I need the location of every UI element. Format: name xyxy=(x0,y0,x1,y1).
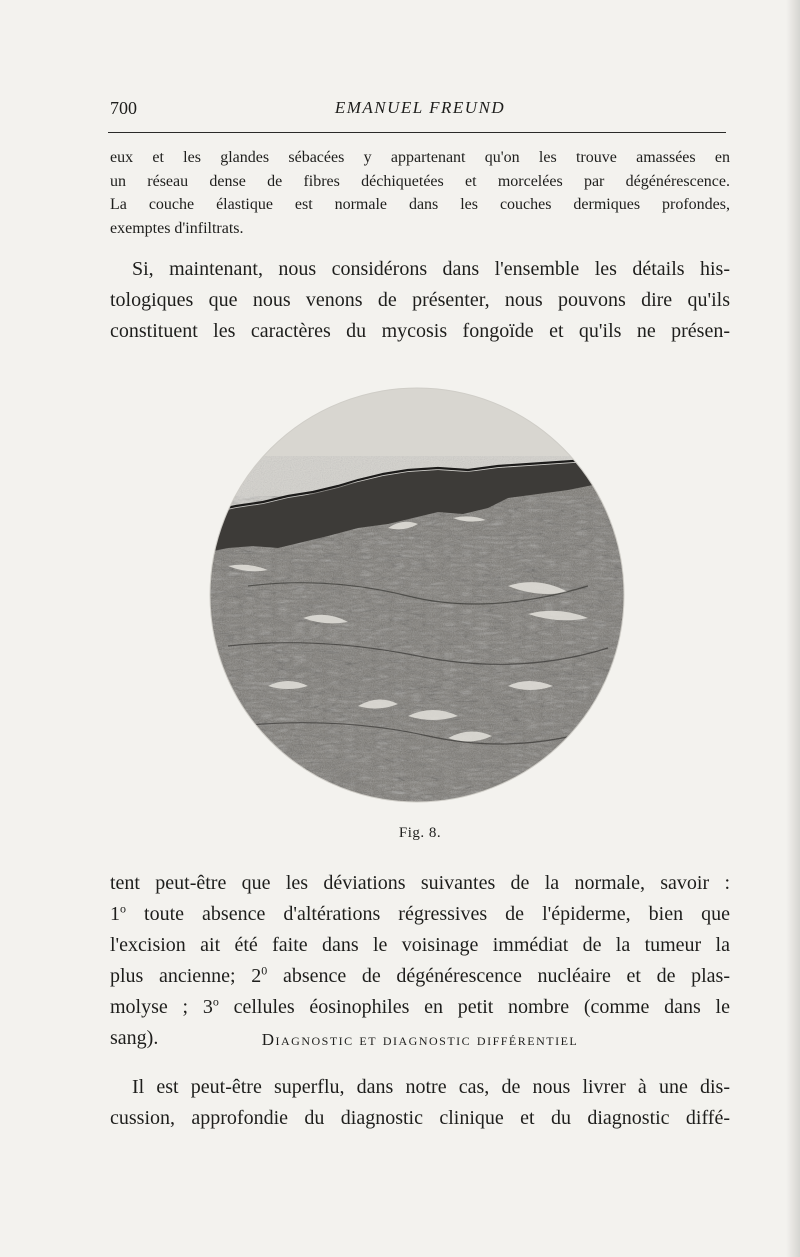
text-line: tologiques que nous venons de présenter, nous pouvons dire qu'ils xyxy=(110,289,730,311)
text-line xyxy=(110,899,730,930)
section-heading: Diagnostic et diagnostic différentiel xyxy=(261,1030,579,1049)
figure-caption: Fig. 8. xyxy=(398,825,442,841)
enumeration-number: 1 xyxy=(110,903,120,925)
page-number: 700 xyxy=(110,98,137,118)
page-edge-shadow xyxy=(786,0,800,1257)
text-line: constituent les caractères du mycosis fongoïde et qu'ils ne présen- xyxy=(110,320,730,342)
text-line xyxy=(110,961,730,992)
paragraph-deviations xyxy=(110,868,730,1054)
page-header xyxy=(110,98,730,124)
text-line: Si, maintenant, nous considérons dans l'ensemble les détails his- xyxy=(132,258,730,280)
text-fragment: cellules éosinophiles en petit nombre (comme dans le xyxy=(218,996,730,1018)
ordinal-mark: o xyxy=(212,994,219,1009)
text-fragment: molyse ; xyxy=(110,996,203,1018)
text-fragment: absence de dégénérescence nucléaire et de plas- xyxy=(267,965,730,987)
paragraph-diagnostic xyxy=(110,1072,730,1134)
text-line xyxy=(110,992,730,1023)
text-line: l'excision ait été faite dans le voisinage immédiat de la tumeur la xyxy=(110,934,730,956)
text-line: tent peut-être que les déviations suivantes de la normale, savoir : xyxy=(110,872,730,894)
running-title: EMANUEL FREUND xyxy=(334,98,506,117)
micrograph-figure xyxy=(208,386,626,804)
text-fragment: toute absence d'altérations régressives de l'épiderme, bien que xyxy=(126,903,730,925)
ordinal-mark: 0 xyxy=(261,963,268,978)
enumeration-number: 3 xyxy=(202,996,213,1018)
paragraph-histology-summary xyxy=(110,254,730,347)
text-line: un réseau dense de fibres déchiquetées et morcelées par dégénérescence. xyxy=(110,172,730,190)
paragraph-small-print xyxy=(110,146,730,240)
text-line: eux et les glandes sébacées y appartenant qu'on les trouve amassées en xyxy=(110,149,730,166)
text-line: sang). xyxy=(110,1027,159,1049)
text-line: La couche élastique est normale dans les couches dermiques profondes, xyxy=(110,196,730,213)
header-rule xyxy=(108,132,726,133)
text-line: Il est peut-être superflu, dans notre cas, de nous livrer à une dis- xyxy=(132,1076,730,1098)
text-line: cussion, approfondie du diagnostic clinique et du diagnostic diffé- xyxy=(110,1107,730,1129)
enumeration-number: 2 xyxy=(251,965,262,987)
ordinal-mark: o xyxy=(120,901,126,916)
text-fragment: plus ancienne; xyxy=(110,965,252,987)
text-line: exemptes d'infiltrats. xyxy=(110,219,244,237)
